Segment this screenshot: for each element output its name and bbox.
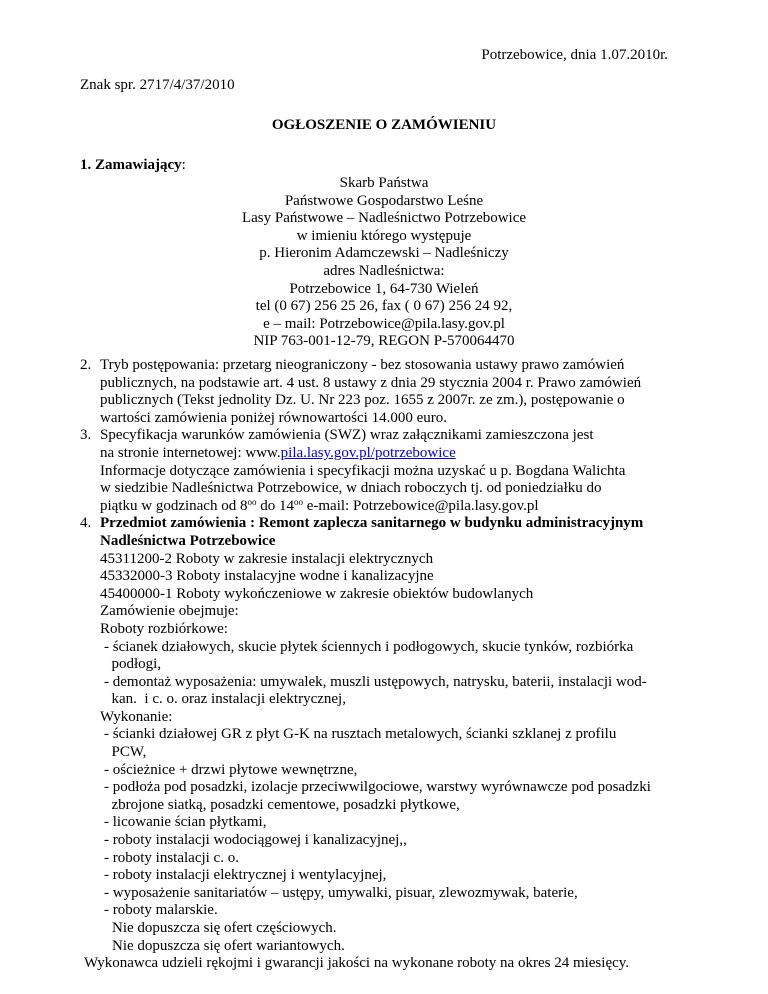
document-title: OGŁOSZENIE O ZAMÓWIENIU [271, 117, 497, 133]
text-line: Specyfikacja warunków zamówienia (SWZ) wraz załącznikami zamieszczona jest [100, 427, 594, 444]
hours-text: piątku w godzinach od 8 [100, 497, 248, 514]
office-hours-line [100, 498, 740, 516]
no-partial-offers: Nie dopuszcza się ofert częściowych. [112, 920, 337, 936]
execution-title: Wykonanie: [100, 708, 173, 725]
authority-line: p. Hieronim Adamczewski – Nadleśniczy [259, 245, 509, 262]
authority-line: NIP 763-001-12-79, REGON P-570064470 [253, 333, 515, 350]
subject-title-cont: Nadleśnictwa Potrzebowice [100, 532, 276, 549]
authority-line: w imieniu którego występuje [296, 227, 472, 244]
text-line: wartości zamówienia poniżej równowartości 14.000 euro. [100, 409, 447, 426]
list-item: kan. i c. o. oraz instalacji elektrycznej, [104, 691, 346, 708]
scope-intro: Zamówienie obejmuje: [100, 603, 239, 620]
authority-line: Potrzebowice 1, 64-730 Wieleń [289, 280, 479, 297]
list-item: - ścianki działowej GR z płyt G-K na rusztach metalowych, ścianki szklanej z profilu [104, 726, 617, 743]
list-item: zbrojone siatką, posadzki cementowe, posadzki płytkowe, [104, 796, 460, 813]
section-4 [80, 515, 740, 955]
list-item: - roboty instalacji elektrycznej i wentylacyjnej, [104, 867, 387, 884]
list-item: - roboty malarskie. [104, 902, 218, 919]
list-item: - licowanie ścian płytkami, [104, 814, 267, 831]
subject-title: Przedmiot zamówienia : Remont zaplecza sanitarnego w budynku administracyjnym [100, 515, 644, 532]
authority-line: Lasy Państwowe – Nadleśnictwo Potrzebowice [241, 210, 527, 227]
list-item: - roboty instalacji wodociągowej i kanalizacyjnej,, [104, 832, 407, 849]
authority-line: Skarb Państwa [339, 175, 429, 191]
list-item: podłogi, [104, 656, 162, 673]
section-4-number: 4. [80, 515, 92, 532]
section-1-heading [80, 157, 186, 175]
website-link[interactable]: pila.lasy.gov.pl/potrzebowice [280, 444, 456, 461]
case-reference: Znak spr. 2717/4/37/2010 [80, 77, 235, 93]
list-item: - roboty instalacji c. o. [104, 849, 239, 866]
website-prefix: na stronie internetowej: www. [100, 444, 281, 461]
list-item: - wyposażenie sanitariatów – ustępy, umywalki, pisuar, zlewozmywak, baterie, [104, 884, 578, 901]
hours-superscript: oo [247, 496, 257, 507]
section-1-colon: : [181, 157, 186, 173]
authority-line: Państwowe Gospodarstwo Leśne [284, 192, 484, 209]
section-1-label: 1. Zamawiający [80, 157, 182, 173]
list-item: - ościeżnice + drzwi płytowe wewnętrzne, [104, 761, 358, 778]
text-line: Informacje dotyczące zamówienia i specyfikacji można uzyskać u p. Bogdana Walichta [100, 462, 626, 479]
authority-line: adres Nadleśnictwa: [323, 262, 445, 279]
hours-superscript: oo [293, 496, 303, 507]
no-variant-offers: Nie dopuszcza się ofert wariantowych. [112, 937, 345, 954]
list-item: - podłoża pod posadzki, izolacje przeciwwilgociowe, warstwy wyrównawcze pod posadzki [104, 779, 651, 796]
hours-text: do 14 [256, 497, 294, 514]
list-item: - demontaż wyposażenia: umywalek, muszli ustępowych, natrysku, baterii, instalacji wod- [104, 673, 647, 690]
warranty-line: Wykonawca udzieli rękojmi i gwarancji jakości na wykonane roboty na okres 24 miesięcy. [84, 955, 630, 972]
section-3-number: 3. [80, 427, 92, 444]
text-line: publicznych (Tekst jednolity Dz. U. Nr 223 poz. 1655 z 2007r. ze zm.), postępowanie o [100, 392, 625, 409]
section-3 [80, 427, 740, 515]
document-body [80, 357, 740, 973]
text-line: publicznych, na podstawie art. 4 ust. 8 ustawy z dnia 29 stycznia 2004 r. Prawo zamówień [100, 374, 642, 391]
section-2 [80, 357, 740, 427]
contracting-authority-block [0, 175, 768, 351]
list-item: - ścianek działowych, skucie płytek ściennych i podłogowych, skucie tynków, rozbiórka [104, 638, 634, 655]
date-line: Potrzebowice, dnia 1.07.2010r. [481, 47, 668, 63]
section-2-number: 2. [80, 357, 92, 373]
authority-line: e – mail: Potrzebowice@pila.lasy.gov.pl [263, 315, 505, 332]
cpv-code-line: 45400000-1 Roboty wykończeniowe w zakresie obiektów budowlanych [100, 585, 534, 602]
demolition-title: Roboty rozbiórkowe: [100, 620, 228, 637]
text-line: w siedzibie Nadleśnictwa Potrzebowice, w dniach roboczych tj. od poniedziałku do [100, 480, 602, 497]
website-line [100, 445, 740, 463]
contact-email-text: e-mail: Potrzebowice@pila.lasy.gov.pl [302, 497, 539, 514]
cpv-code-line: 45311200-2 Roboty w zakresie instalacji elektrycznych [100, 550, 434, 567]
text-line: Tryb postępowania: przetarg nieograniczony - bez stosowania ustawy prawo zamówień [100, 357, 625, 373]
list-item: PCW, [104, 744, 147, 761]
authority-line: tel (0 67) 256 25 26, fax ( 0 67) 256 24 92, [255, 298, 513, 315]
cpv-code-line: 45332000-3 Roboty instalacyjne wodne i kanalizacyjne [100, 568, 434, 585]
